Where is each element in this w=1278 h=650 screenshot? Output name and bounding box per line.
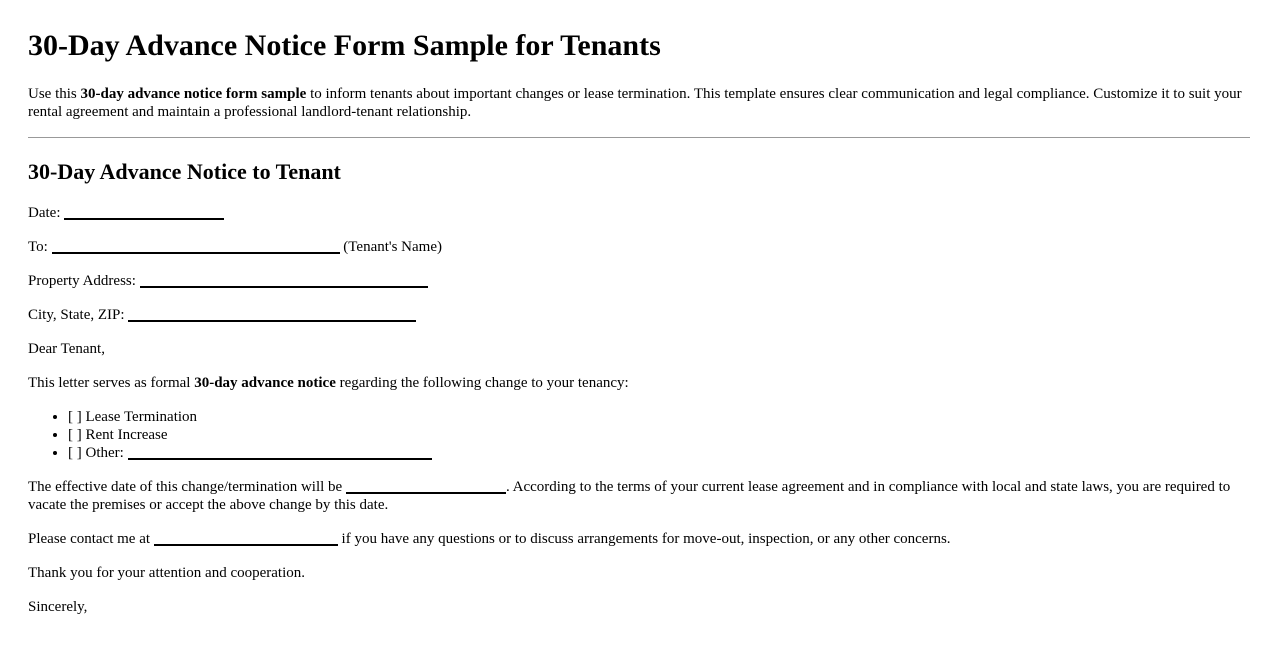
effective-date-blank — [346, 478, 506, 494]
intro-paragraph — [28, 85, 1250, 121]
city-label: City, State, ZIP: — [28, 307, 125, 323]
date-label: Date: — [28, 205, 61, 221]
to-label: To: — [28, 239, 48, 255]
effective-paragraph — [28, 478, 1250, 514]
city-blank — [128, 306, 416, 322]
contact-text: Please contact me at — [28, 531, 154, 547]
date-field — [28, 204, 1250, 222]
to-field — [28, 238, 1250, 256]
date-blank — [64, 204, 224, 220]
address-field — [28, 272, 1250, 290]
contact-blank — [154, 530, 338, 546]
intro-text-end: to inform tenants about important changes or lease termination. This template ensures clear communication and legal compliance. Customize it to suit your rental agreement and maintain a professional landlord-tenant relationship. — [28, 86, 1242, 120]
other-blank — [128, 444, 432, 460]
address-blank — [140, 272, 428, 288]
greeting: Dear Tenant, — [28, 341, 105, 357]
notice-paragraph — [28, 374, 1250, 392]
to-blank — [52, 238, 340, 254]
closing: Sincerely, — [28, 599, 88, 615]
intro-text: Use this — [28, 86, 81, 102]
option-other — [68, 444, 1250, 462]
divider — [28, 137, 1250, 138]
contact-text-end: if you have any questions or to discuss arrangements for move-out, inspection, or any other concerns. — [337, 531, 951, 547]
change-options — [28, 408, 1250, 462]
tenant-name-hint: (Tenant's Name) — [343, 239, 442, 255]
effective-text-end: . According to the terms of your current lease agreement and in compliance with local and state laws, you are required to vacate the premises or accept the above change by this date. — [28, 479, 1231, 513]
effective-text: The effective date of this change/termination will be — [28, 479, 346, 495]
option-lease-termination: • [ ] Lease Termination — [68, 408, 1250, 426]
notice-text: This letter serves as formal — [28, 375, 195, 391]
address-label: Property Address: — [28, 273, 136, 289]
city-field — [28, 306, 1250, 324]
intro-bold: 30-day advance notice form sample — [80, 86, 307, 102]
notice-bold: 30-day advance notice — [194, 375, 336, 391]
option-rent-increase: • [ ] Rent Increase — [68, 426, 1250, 444]
page-title: 30-Day Advance Notice Form Sample for Tenants — [28, 29, 661, 62]
form-title: 30-Day Advance Notice to Tenant — [28, 159, 341, 184]
thanks: Thank you for your attention and cooperation. — [28, 565, 306, 581]
contact-paragraph — [28, 530, 1250, 548]
option-other-label: [ ] Other: — [68, 445, 124, 461]
notice-text-end: regarding the following change to your tenancy: — [335, 375, 629, 391]
